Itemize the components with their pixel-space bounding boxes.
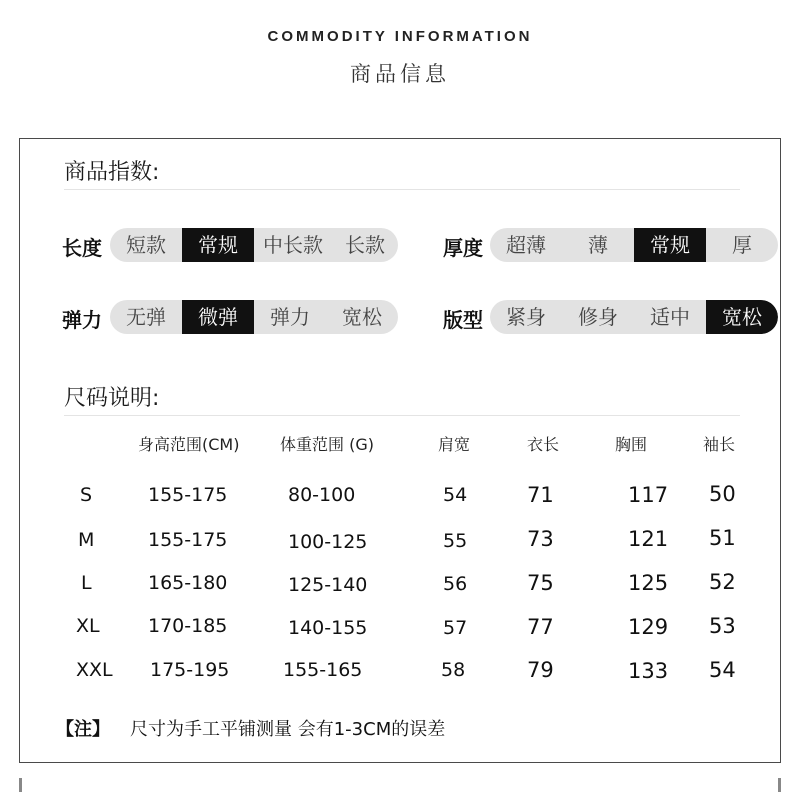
- attr-option: 超薄: [506, 233, 546, 257]
- table-cell: 133: [628, 659, 669, 683]
- attr-option: 宽松: [342, 305, 382, 329]
- note-text: 尺寸为手工平铺测量 会有1-3CM的误差: [130, 719, 446, 740]
- index-section-divider: [64, 189, 740, 190]
- attr-label-elasticity: 弹力: [62, 308, 102, 332]
- attr-option: 厚: [732, 233, 752, 257]
- attr-label-thickness: 厚度: [443, 236, 483, 260]
- index-section-title: 商品指数:: [64, 160, 160, 185]
- attr-option: 紧身: [506, 305, 546, 329]
- corner-mark-right: [778, 778, 781, 792]
- table-cell: 54: [709, 658, 736, 682]
- attr-option: 无弹: [126, 305, 166, 329]
- size-section-divider: [64, 415, 740, 416]
- attr-option: 适中: [650, 305, 690, 329]
- table-cell: 53: [709, 614, 736, 638]
- attr-label-fit: 版型: [443, 308, 483, 332]
- attr-label-length: 长度: [62, 236, 102, 260]
- col-header-height: 身高范围(CM): [138, 435, 240, 454]
- size-label: L: [81, 572, 92, 594]
- table-cell: 50: [709, 482, 736, 506]
- table-cell: 117: [628, 483, 669, 507]
- table-cell: 125: [628, 571, 669, 595]
- col-header-length: 衣长: [527, 435, 560, 454]
- size-label: S: [80, 484, 93, 506]
- table-cell: 155-175: [148, 484, 228, 506]
- size-section-title: 尺码说明:: [64, 386, 160, 411]
- table-cell: 75: [527, 571, 554, 595]
- table-cell: 71: [527, 483, 554, 507]
- attr-option: 薄: [588, 233, 608, 257]
- table-cell: 58: [441, 659, 466, 681]
- table-cell: 54: [443, 484, 468, 506]
- col-header-sleeve: 袖长: [703, 435, 736, 454]
- table-cell: 155-175: [148, 529, 228, 551]
- col-header-shoulder: 肩宽: [438, 435, 471, 454]
- table-cell: 56: [443, 573, 468, 595]
- table-cell: 57: [443, 617, 468, 639]
- header-title-en: COMMODITY INFORMATION: [267, 28, 533, 45]
- note-tag: 【注】: [56, 719, 110, 740]
- table-cell: 52: [709, 570, 736, 594]
- table-cell: 80-100: [288, 484, 356, 506]
- table-cell: 125-140: [288, 574, 368, 596]
- attr-option: 中长款: [263, 233, 323, 257]
- attr-option-selected: 常规: [634, 228, 706, 262]
- table-cell: 155-165: [283, 659, 363, 681]
- table-cell: 79: [527, 658, 554, 682]
- attr-option-selected: 常规: [182, 228, 254, 262]
- header-title-zh: 商品信息: [350, 62, 450, 86]
- table-cell: 175-195: [150, 659, 230, 681]
- attr-track-elasticity: [110, 300, 398, 334]
- attr-option-selected: 微弹: [182, 300, 254, 334]
- attr-option: 弹力: [270, 305, 310, 329]
- table-cell: 140-155: [288, 617, 368, 639]
- table-cell: 73: [527, 527, 554, 551]
- attr-option: 短款: [126, 233, 166, 257]
- attr-option: 长款: [345, 233, 385, 257]
- table-cell: 100-125: [288, 531, 368, 553]
- table-cell: 77: [527, 615, 554, 639]
- attr-track-fit: [490, 300, 778, 334]
- table-cell: 165-180: [148, 572, 228, 594]
- col-header-chest: 胸围: [615, 435, 648, 454]
- table-cell: 129: [628, 615, 669, 639]
- size-label: XXL: [76, 659, 113, 681]
- table-cell: 51: [709, 526, 736, 550]
- attr-option-selected: 宽松: [706, 300, 778, 334]
- corner-mark-left: [19, 778, 22, 792]
- attr-option: 修身: [578, 305, 618, 329]
- table-cell: 55: [443, 530, 468, 552]
- attr-track-length: [110, 228, 398, 262]
- col-header-weight: 体重范围 (G): [280, 435, 374, 454]
- table-cell: 170-185: [148, 615, 228, 637]
- attr-track-thickness: [490, 228, 778, 262]
- size-label: M: [78, 529, 95, 551]
- size-label: XL: [76, 615, 100, 637]
- table-cell: 121: [628, 527, 669, 551]
